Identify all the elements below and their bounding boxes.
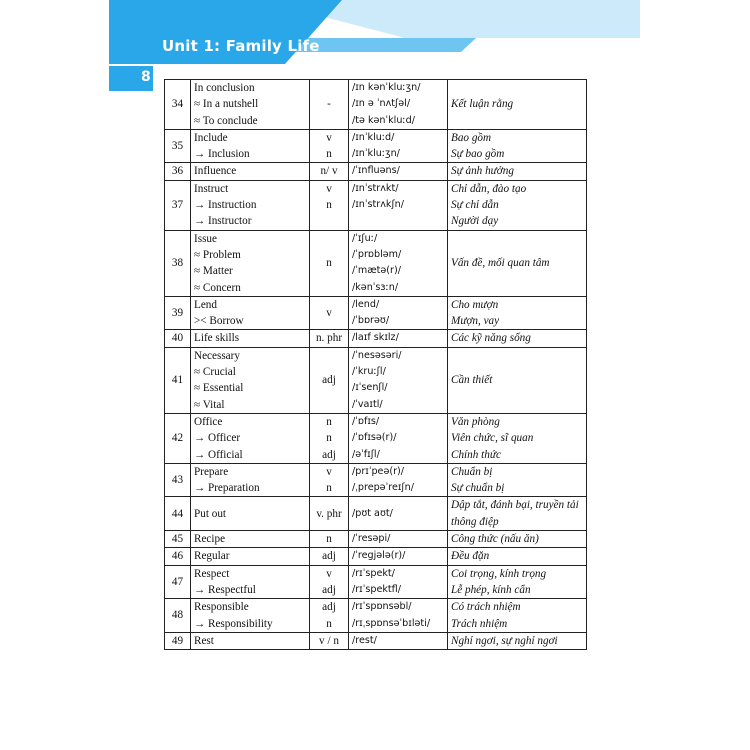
entry-pronunciation-cell	[349, 163, 448, 180]
entry-meaning: Nghỉ ngơi, sự nghỉ ngơi	[451, 634, 558, 647]
table-row	[165, 565, 587, 599]
entry-pronunciation: /ˈɒfɪsə(r)/	[352, 432, 397, 444]
entry-pronunciation: /kənˈsɜːn/	[352, 281, 399, 293]
entry-number-cell: 47	[165, 565, 191, 599]
entry-pronunciation: /rɪˈspɒnsəbl/	[352, 601, 412, 613]
entry-meaning-cell	[448, 565, 587, 599]
entry-word: → Preparation	[194, 482, 260, 495]
entry-number-cell: 45	[165, 531, 191, 548]
entry-part-of-speech: v	[326, 307, 332, 319]
entry-part-of-speech-cell	[310, 129, 349, 163]
entry-meaning-cell	[448, 230, 587, 296]
table-row	[165, 548, 587, 565]
entry-number-cell: 41	[165, 347, 191, 413]
entry-meaning-cell	[448, 599, 587, 633]
entry-meaning: Sự bao gồm	[451, 148, 505, 161]
entry-pronunciation: /ɪˈsenʃl/	[352, 382, 388, 394]
entry-meaning: Kết luận rằng	[451, 98, 514, 111]
entry-part-of-speech-cell	[310, 330, 349, 347]
entry-word: Regular	[194, 550, 230, 563]
entry-meaning: Công thức (nấu ăn)	[451, 533, 539, 546]
entry-part-of-speech: n	[326, 415, 332, 428]
entry-part-of-speech: adj	[322, 448, 336, 461]
entry-word: ≈ Matter	[194, 265, 233, 278]
entry-part-of-speech-cell	[310, 497, 349, 531]
table-row	[165, 347, 587, 413]
entry-meaning-cell	[448, 413, 587, 463]
entry-pronunciation: /ˈvaɪtl/	[352, 398, 383, 410]
page-number: 8	[141, 69, 151, 85]
entry-word-cell	[191, 497, 310, 531]
entry-part-of-speech: adj	[322, 550, 336, 563]
entry-pronunciation: /prɪˈpeə(r)/	[352, 465, 405, 477]
entry-pronunciation: /ˈɪʃuː/	[352, 232, 378, 244]
entry-part-of-speech: n	[326, 533, 332, 546]
entry-meaning-cell	[448, 347, 587, 413]
entry-pronunciation: /ˈbɒrəʊ/	[352, 315, 390, 327]
entry-number-cell: 49	[165, 632, 191, 649]
entry-meaning: Văn phòng	[451, 415, 500, 428]
entry-pronunciation: /ɪnˈkluːʒn/	[352, 148, 400, 160]
entry-pronunciation: /rest/	[352, 634, 377, 646]
entry-pronunciation: /ˈɒfɪs/	[352, 415, 380, 427]
entry-number-cell: 35	[165, 129, 191, 163]
entry-word-cell	[191, 632, 310, 649]
entry-meaning: Dập tắt, đánh bại, truyền tải thông điệp	[451, 499, 579, 528]
entry-word: ≈ Crucial	[194, 366, 236, 379]
entry-part-of-speech-cell	[310, 565, 349, 599]
entry-pronunciation: /rɪˈspektfl/	[352, 583, 401, 595]
entry-word: → Official	[194, 448, 243, 461]
entry-meaning: Đều đặn	[451, 550, 490, 563]
entry-part-of-speech: n	[326, 257, 332, 270]
table-row	[165, 296, 587, 330]
entry-pronunciation: /ˈkruːʃl/	[352, 366, 386, 378]
entry-part-of-speech-cell	[310, 230, 349, 296]
entry-word: Prepare	[194, 465, 229, 478]
entry-word: → Respectful	[194, 583, 256, 596]
entry-meaning: Lễ phép, kính cẩn	[451, 583, 531, 596]
entry-pronunciation: /ɪn ə ˈnʌtʃəl/	[352, 98, 411, 110]
entry-meaning-cell	[448, 330, 587, 347]
table-row	[165, 129, 587, 163]
entry-meaning: Có trách nhiệm	[451, 601, 521, 614]
entry-meaning: Mượn, vay	[451, 315, 500, 328]
entry-word-cell	[191, 463, 310, 497]
entry-part-of-speech: adj	[322, 583, 336, 596]
entry-number-cell: 43	[165, 463, 191, 497]
vocabulary-table-body	[165, 80, 587, 650]
entry-word: ≈ In a nutshell	[194, 98, 259, 111]
entry-word-cell	[191, 548, 310, 565]
entry-number-cell: 42	[165, 413, 191, 463]
entry-number-cell: 39	[165, 296, 191, 330]
entry-word: Responsible	[194, 601, 249, 614]
entry-meaning: Trách nhiệm	[451, 617, 508, 630]
entry-part-of-speech: v / n	[319, 634, 339, 647]
entry-part-of-speech: v. phr	[316, 507, 342, 520]
entry-meaning: Chuẩn bị	[451, 465, 493, 478]
entry-part-of-speech-cell	[310, 599, 349, 633]
entry-pronunciation-cell	[349, 548, 448, 565]
entry-pronunciation-cell	[349, 497, 448, 531]
entry-part-of-speech: n	[326, 432, 332, 445]
entry-part-of-speech: v	[326, 465, 332, 478]
entry-meaning: Viên chức, sĩ quan	[451, 432, 534, 445]
entry-word-cell	[191, 180, 310, 230]
entry-word: Lend	[194, 298, 217, 311]
entry-word: Office	[194, 415, 223, 428]
entry-word: → Instructor	[194, 215, 252, 228]
entry-word-cell	[191, 565, 310, 599]
entry-meaning-cell	[448, 463, 587, 497]
entry-word-cell	[191, 531, 310, 548]
entry-word: >< Borrow	[194, 315, 244, 328]
entry-word: Issue	[194, 232, 217, 245]
entry-number-cell: 40	[165, 330, 191, 347]
entry-pronunciation: /ɪnˈkluːd/	[352, 131, 395, 143]
entry-meaning: Sự chỉ dẫn	[451, 199, 499, 212]
entry-meaning-cell	[448, 163, 587, 180]
unit-title: Unit 1: Family Life	[162, 37, 320, 55]
entry-word-cell	[191, 80, 310, 130]
entry-word: ≈ Vital	[194, 398, 225, 411]
entry-part-of-speech-cell	[310, 347, 349, 413]
table-row	[165, 180, 587, 230]
entry-number-cell: 44	[165, 497, 191, 531]
entry-number-cell: 37	[165, 180, 191, 230]
entry-part-of-speech: n	[326, 148, 332, 161]
table-row	[165, 632, 587, 649]
entry-word-cell	[191, 599, 310, 633]
entry-part-of-speech: v	[326, 131, 332, 144]
entry-meaning-cell	[448, 632, 587, 649]
entry-number-cell: 34	[165, 80, 191, 130]
entry-pronunciation: /ˈɪnfluəns/	[352, 165, 400, 177]
entry-part-of-speech-cell	[310, 163, 349, 180]
entry-word: Rest	[194, 634, 214, 647]
entry-word: Instruct	[194, 182, 229, 195]
entry-part-of-speech: n. phr	[315, 332, 343, 345]
entry-word: Life skills	[194, 332, 240, 345]
entry-word: Put out	[194, 507, 227, 520]
entry-pronunciation: /əˈfɪʃl/	[352, 448, 380, 460]
entry-meaning-cell	[448, 129, 587, 163]
entry-word: ≈ Problem	[194, 248, 241, 261]
entry-pronunciation-cell	[349, 330, 448, 347]
entry-pronunciation: /ɪn kənˈkluːʒn/	[352, 82, 421, 93]
table-row	[165, 80, 587, 130]
entry-number-cell: 48	[165, 599, 191, 633]
entry-word: → Inclusion	[194, 148, 250, 161]
entry-pronunciation: /pʊt aʊt/	[352, 507, 393, 519]
entry-pronunciation-cell	[349, 565, 448, 599]
table-row	[165, 163, 587, 180]
entry-pronunciation: /rɪˌspɒnsəˈbɪləti/	[352, 617, 431, 629]
table-row	[165, 230, 587, 296]
entry-part-of-speech	[310, 213, 348, 229]
table-row	[165, 463, 587, 497]
entry-part-of-speech-cell	[310, 296, 349, 330]
entry-meaning: Coi trọng, kính trọng	[451, 567, 547, 580]
entry-word: ≈ Concern	[194, 281, 241, 294]
entry-word: ≈ Essential	[194, 382, 244, 395]
entry-part-of-speech: n	[326, 199, 332, 212]
entry-part-of-speech: n/ v	[320, 165, 338, 178]
table-row	[165, 497, 587, 531]
entry-part-of-speech-cell	[310, 413, 349, 463]
table-row	[165, 531, 587, 548]
entry-meaning: Sự chuẩn bị	[451, 482, 505, 495]
table-row	[165, 599, 587, 633]
entry-pronunciation-cell	[349, 80, 448, 130]
entry-number-cell: 36	[165, 163, 191, 180]
entry-word: ≈ To conclude	[194, 114, 258, 127]
entry-word: Respect	[194, 567, 230, 580]
entry-word: Influence	[194, 165, 237, 178]
entry-word: Recipe	[194, 533, 226, 546]
entry-pronunciation: /ˈnesəsəri/	[352, 349, 402, 361]
entry-pronunciation: /ˈprɒbləm/	[352, 248, 402, 260]
entry-pronunciation: /ˌprepəˈreɪʃn/	[352, 482, 414, 494]
entry-word: In conclusion	[194, 82, 255, 94]
entry-pronunciation-cell	[349, 129, 448, 163]
entry-part-of-speech-cell	[310, 180, 349, 230]
entry-pronunciation	[352, 213, 444, 229]
entry-meaning: Người dạy	[451, 215, 499, 228]
entry-number-cell: 38	[165, 230, 191, 296]
entry-part-of-speech: v	[326, 182, 332, 195]
entry-pronunciation: /ɪnˈstrʌkt/	[352, 182, 399, 194]
entry-meaning: Sự ảnh hưởng	[451, 165, 514, 178]
entry-meaning: Chính thức	[451, 448, 501, 461]
entry-pronunciation-cell	[349, 463, 448, 497]
entry-meaning: Bao gồm	[451, 131, 492, 144]
entry-pronunciation: /lend/	[352, 298, 380, 310]
entry-pronunciation-cell	[349, 347, 448, 413]
entry-meaning: Chỉ dẫn, đào tạo	[451, 182, 527, 195]
entry-meaning: Cần thiết	[451, 374, 493, 387]
entry-pronunciation: /ˈresəpi/	[352, 533, 391, 545]
entry-word: Necessary	[194, 349, 240, 362]
entry-meaning-cell	[448, 180, 587, 230]
entry-pronunciation-cell	[349, 531, 448, 548]
entry-part-of-speech-cell	[310, 548, 349, 565]
entry-meaning-cell	[448, 296, 587, 330]
entry-word-cell	[191, 347, 310, 413]
entry-number-cell: 46	[165, 548, 191, 565]
entry-part-of-speech: adj	[322, 601, 336, 614]
entry-pronunciation-cell	[349, 230, 448, 296]
entry-part-of-speech: n	[326, 482, 332, 495]
entry-pronunciation: /laɪf skɪlz/	[352, 332, 399, 344]
entry-part-of-speech: v	[326, 567, 332, 580]
entry-pronunciation: /ɪnˈstrʌkʃn/	[352, 199, 404, 211]
entry-meaning-cell	[448, 80, 587, 130]
table-row	[165, 330, 587, 347]
entry-meaning: Cho mượn	[451, 298, 499, 311]
entry-word-cell	[191, 230, 310, 296]
entry-meaning: Các kỹ năng sống	[451, 332, 531, 345]
entry-part-of-speech-cell	[310, 463, 349, 497]
entry-pronunciation: /rɪˈspekt/	[352, 567, 395, 579]
entry-word-cell	[191, 296, 310, 330]
entry-pronunciation-cell	[349, 180, 448, 230]
entry-word-cell	[191, 163, 310, 180]
entry-word-cell	[191, 129, 310, 163]
vocabulary-table	[164, 79, 587, 650]
entry-pronunciation: /ˈregjələ(r)/	[352, 550, 406, 562]
entry-part-of-speech-cell	[310, 80, 349, 130]
entry-pronunciation-cell	[349, 296, 448, 330]
entry-meaning-cell	[448, 497, 587, 531]
entry-part-of-speech: adj	[322, 374, 336, 387]
entry-pronunciation: /tə kənˈkluːd/	[352, 114, 415, 126]
entry-part-of-speech-cell	[310, 531, 349, 548]
entry-part-of-speech: n	[326, 617, 332, 630]
entry-word: Include	[194, 131, 228, 144]
entry-pronunciation: /ˈmætə(r)/	[352, 265, 401, 277]
entry-pronunciation-cell	[349, 599, 448, 633]
entry-pronunciation-cell	[349, 413, 448, 463]
table-row	[165, 413, 587, 463]
entry-meaning-cell	[448, 531, 587, 548]
entry-word: → Instruction	[194, 199, 257, 212]
entry-meaning-cell	[448, 548, 587, 565]
entry-word: → Officer	[194, 432, 241, 445]
entry-meaning: Vấn đề, mối quan tâm	[451, 257, 550, 270]
entry-word-cell	[191, 413, 310, 463]
entry-pronunciation-cell	[349, 632, 448, 649]
entry-part-of-speech: -	[327, 98, 331, 111]
entry-part-of-speech-cell	[310, 632, 349, 649]
entry-word: → Responsibility	[194, 617, 273, 630]
entry-word-cell	[191, 330, 310, 347]
